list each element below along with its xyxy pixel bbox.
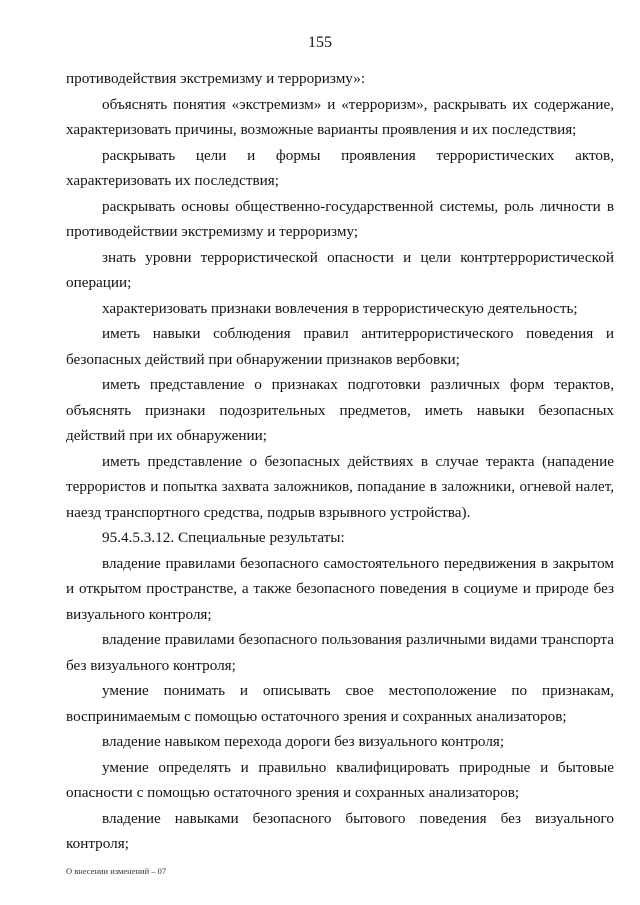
- section-heading: 95.4.5.3.12. Специальные результаты:: [102, 529, 345, 546]
- paragraph: объяснять понятия «экстремизм» и «терроризм», раскрывать их содержание, характеризовать причины, возможные варианты проявления и их последствия;: [66, 95, 614, 138]
- paragraph: противодействия экстремизму и терроризму»:: [66, 70, 366, 87]
- paragraph: иметь представление о признаках подготовки различных форм терактов, объяснять признаки подозрительных предметов, иметь навыки безопасных действий при их обнаружении;: [66, 376, 614, 444]
- paragraph: умение понимать и описывать свое местоположение по признакам, воспринимаемым с помощью остаточного зрения и сохранных анализаторов;: [66, 682, 614, 725]
- paragraph: знать уровни террористической опасности и цели контртеррористической операции;: [66, 248, 614, 291]
- paragraph: владение навыком перехода дороги без визуального контроля;: [102, 733, 505, 750]
- paragraph: владение правилами безопасного пользования различными видами транспорта без визуального контроля;: [66, 631, 614, 674]
- paragraph: владение правилами безопасного самостоятельного передвижения в закрытом и открытом пространстве, а также безопасного поведения в социуме и природе без визуального контроля;: [66, 554, 614, 623]
- paragraph: характеризовать признаки вовлечения в террористическую деятельность;: [102, 299, 578, 317]
- paragraph: раскрывать цели и формы проявления террористических актов, характеризовать их последствия;: [66, 146, 614, 189]
- page-number: 155: [308, 34, 332, 51]
- paragraph: владение навыками безопасного бытового поведения без визуального контроля;: [66, 809, 614, 852]
- paragraph: иметь представление о безопасных действиях в случае теракта (нападение террористов и попытка захвата заложников, попадание в заложники, огневой налет, наезд транспортного средства, подрыв взрывного устройства).: [66, 452, 614, 521]
- paragraph: иметь навыки соблюдения правил антитеррористического поведения и безопасных действий при обнаружении признаков вербовки;: [66, 325, 614, 368]
- paragraph: умение определять и правильно квалифицировать природные и бытовые опасности с помощью остаточного зрения и сохранных анализаторов;: [66, 758, 614, 801]
- paragraph: раскрывать основы общественно-государственной системы, роль личности в противодействии экстремизму и терроризму;: [66, 197, 614, 240]
- document-body: [66, 66, 614, 857]
- footer-note: О внесении изменений – 07: [66, 866, 167, 876]
